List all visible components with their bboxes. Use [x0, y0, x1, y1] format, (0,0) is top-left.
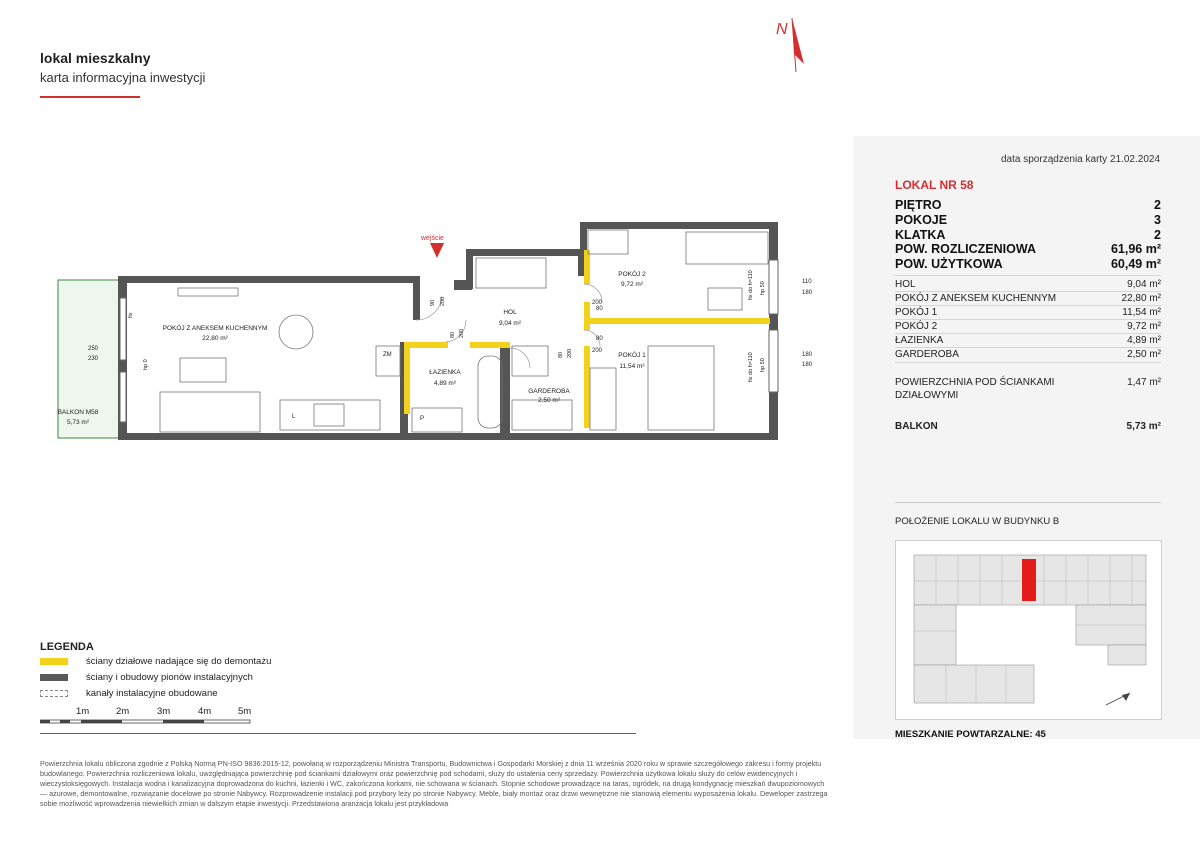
info-row-usable-area: POW. UŻYTKOWA 60,49 m²	[895, 257, 1161, 271]
room-row-room2: POKÓJ 2 9,72 m²	[895, 321, 1161, 332]
info-row-staircase: KLATKA 2	[895, 228, 1161, 242]
dashed-swatch-icon	[40, 690, 68, 697]
legend-accent-line	[40, 733, 636, 734]
dim-230: 230	[88, 356, 99, 362]
location-title: POŁOŻENIE LOKALU W BUDYNKU B	[895, 516, 1060, 527]
dim-200-b: 200	[592, 348, 603, 354]
gray-swatch-icon	[40, 674, 68, 681]
apartment-highlight	[1022, 559, 1036, 601]
building-location-map	[895, 540, 1162, 720]
room-row-bathroom: ŁAZIENKA 4,89 m²	[895, 335, 1161, 346]
room-area-living: 22,80 m²	[202, 335, 228, 342]
dim-180-a: 180	[802, 290, 813, 296]
dim-80-c: 80	[450, 331, 456, 338]
dim-80-a: 80	[596, 306, 603, 312]
dim-110: 110	[802, 279, 812, 285]
date-label: data sporządzenia karty 21.02.2024	[1001, 154, 1160, 165]
room-area-wardrobe: 2,50 m²	[537, 397, 561, 404]
dim-200-e: 200	[567, 348, 573, 358]
room-row-living: POKÓJ Z ANEKSEM KUCHENNYM 22,80 m²	[895, 293, 1161, 304]
info-panel	[853, 136, 1200, 739]
dim-180-c: 180	[802, 362, 813, 368]
room-name-room2: POKÓJ 2	[618, 271, 646, 278]
page-subtitle: karta informacyjna inwestycji	[40, 70, 206, 85]
floor-plan	[30, 220, 830, 450]
room-name-balcony: BALKON M58	[57, 409, 99, 416]
hp50-label-a: hp 50	[760, 281, 766, 295]
repeat-count-label: MIESZKANIE POWTARZALNE: 45	[895, 729, 1046, 740]
dim-90: 90	[430, 299, 436, 306]
page-title: lokal mieszkalny	[40, 50, 151, 66]
legend-item-structural: ściany i obudowy pionów instalacyjnych	[40, 672, 253, 683]
info-row-rooms: POKOJE 3	[895, 213, 1161, 227]
room-area-hol: 9,04 m²	[498, 320, 522, 327]
hp0-label: hp 0	[143, 359, 149, 370]
room-area-room1: 11,54 m²	[619, 363, 645, 370]
yellow-swatch-icon	[40, 658, 68, 665]
room-name-wardrobe: GARDEROBA	[528, 388, 570, 395]
p-label: P	[420, 416, 425, 422]
north-label: N	[776, 21, 788, 38]
dim-200-c: 200	[440, 296, 446, 306]
header-accent-line	[40, 96, 140, 98]
info-row-settlement-area: POW. ROZLICZENIOWA 61,96 m²	[895, 242, 1161, 256]
balcony-row: BALKON 5,73 m²	[895, 421, 1161, 432]
room-area-bathroom: 4,89 m²	[433, 380, 457, 387]
dim-180-b: 180	[802, 352, 813, 358]
scale-bar	[40, 716, 260, 738]
dim-80-b: 80	[596, 336, 603, 342]
info-row-floor: PIĘTRO 2	[895, 198, 1161, 212]
fix110-label-a: fix do h=110	[748, 270, 754, 300]
room-name-hol: HOL	[503, 309, 517, 316]
legend-item-demountable: ściany działowe nadające się do demontażu	[40, 656, 271, 667]
room-row-wardrobe: GARDEROBA 2,50 m²	[895, 349, 1161, 360]
room-name-living: POKÓJ Z ANEKSEM KUCHENNYM	[162, 325, 268, 332]
fix-label: fix	[128, 312, 134, 318]
footnote: Powierzchnia lokalu obliczona zgodnie z Polską Normą PN-ISO 9836:2015-12, powołaną w rozporządzeniu Ministra Transportu, Budownictwa i Gospodarki Morskiej z dnia 11 września 2020 roku w sprawie szczegółowego zakresu i formy projektu budowlanego. Powierzchnia rozliczeniowa lokalu, uwzględniająca powierzchnię pod ściankami działowymi oraz powierzchnię pod schodami, służy do ustalenia ceny sprzedaży. Powierzchnia użytkowa lokalu służy do celów ewidencyjnych i wieczystoksięgowych. Instalacja wodna i kanalizacyjna doprowadzona do kuchni, łazienki i WC, zakończona korkami, nie schowana w ścianach. Stopnie schodowe prowadzące na taras, ogródek, na drugą kondygnację mieszkań dwupoziomowych — ażurowe, demontowalne, rozwiązanie docelowe po stronie Nabywcy. Rozprowadzenie instalacji pod przybory leży po stronie Nabywcy. Meble, biały montaż oraz drzwi wewnętrzne nie stanowią elementu wyposażenia lokalu. Deweloper zastrzega sobie możliwość wprowadzenia niewielkich zmian w dalszym etapie inwestycji. Przedstawiona aranżacja lokalu jest przykładowa	[40, 759, 828, 808]
north-arrow-icon	[770, 14, 810, 74]
zm-label: ZM	[383, 352, 392, 358]
dim-200-d: 200	[459, 328, 465, 338]
room-row-hol: HOL 9,04 m²	[895, 279, 1161, 290]
walls-area-row: POWIERZCHNIA POD ŚCIANKAMI DZIAŁOWYMI 1,47 m²	[895, 377, 1161, 401]
room-area-balcony: 5,73 m²	[66, 419, 90, 426]
dim-250: 250	[88, 346, 99, 352]
room-name-room1: POKÓJ 1	[618, 352, 646, 359]
entrance-label: wejście	[421, 235, 444, 242]
room-name-bathroom: ŁAZIENKA	[429, 369, 461, 376]
room-row-room1: POKÓJ 1 11,54 m²	[895, 307, 1161, 318]
hp50-label-b: hp 50	[760, 358, 766, 372]
room-area-room2: 9,72 m²	[620, 281, 644, 288]
dim-200-a: 200	[592, 300, 603, 306]
dim-80-d: 80	[558, 351, 564, 358]
fix110-label-b: fix do h=110	[748, 352, 754, 382]
legend-title: LEGENDA	[40, 641, 94, 653]
l-label: L	[292, 414, 296, 420]
legend-item-ducts: kanały instalacyjne obudowane	[40, 688, 218, 699]
lokal-number: LOKAL NR 58	[895, 178, 974, 192]
